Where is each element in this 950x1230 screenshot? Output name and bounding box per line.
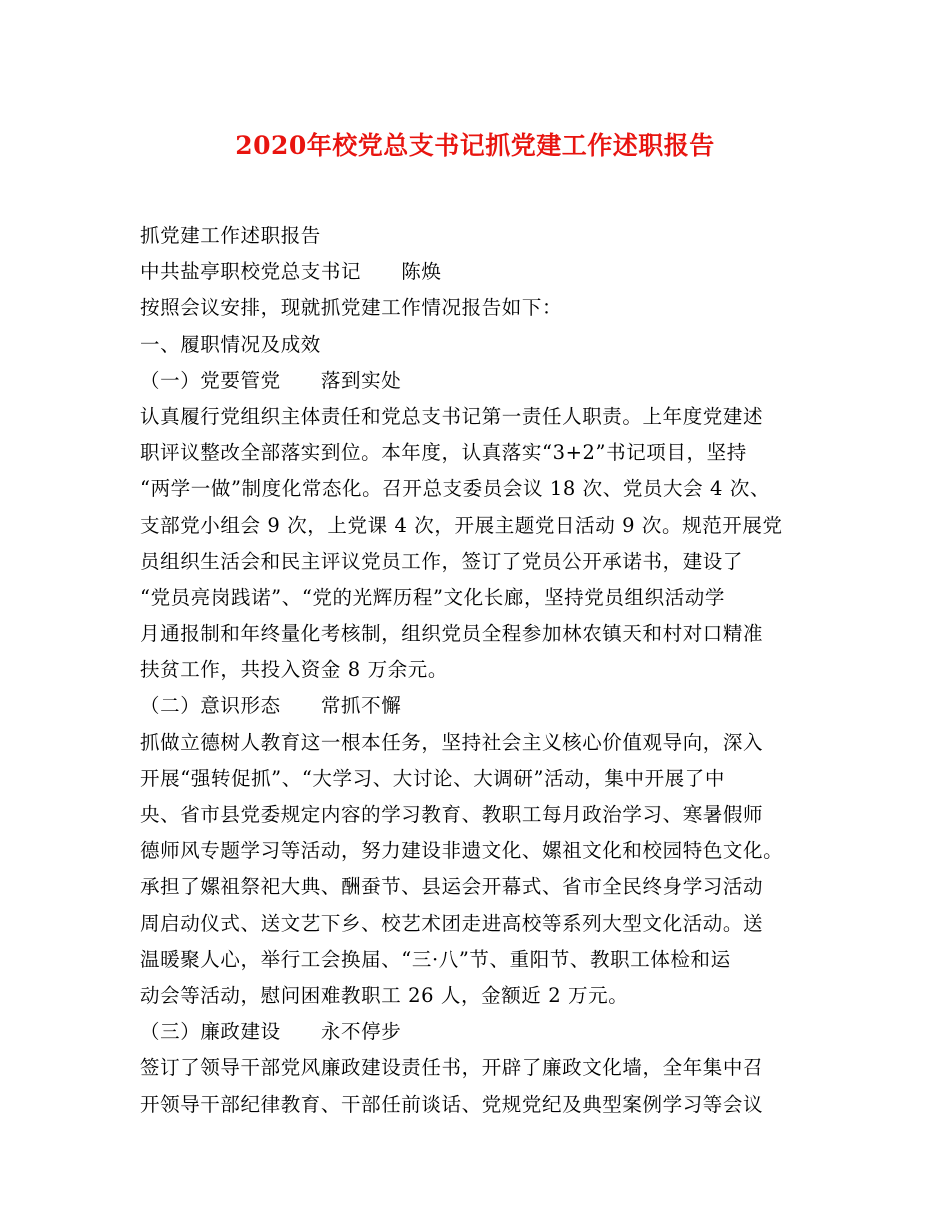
body-line: 周启动仪式、送文艺下乡、校艺术团走进高校等系列大型文化活动。送 — [140, 911, 764, 935]
body-line: 支部党小组会 9 次，上党课 4 次，开展主题党日活动 9 次。规范开展党 — [140, 513, 783, 537]
document-title: 2020年校党总支书记抓党建工作述职报告 — [235, 131, 715, 160]
body-line: （二）意识形态 常抓不懈 — [140, 694, 402, 718]
body-line: “两学一做”制度化常态化。召开总支委员会议 18 次、党员大会 4 次、 — [140, 477, 771, 501]
body-line: 温暖聚人心，举行工会换届、“三·八”节、重阳节、教职工体检和运 — [140, 947, 731, 971]
body-line: （一）党要管党 落到实处 — [140, 368, 402, 392]
body-line: “党员亮岗践诺”、“党的光辉历程”文化长廊，坚持党员组织活动学 — [140, 585, 725, 609]
body-line: 抓党建工作述职报告 — [140, 224, 321, 247]
body-line: 一、履职情况及成效 — [140, 332, 321, 356]
body-line: 动会等活动，慰问困难教职工 26 人，金额近 2 万元。 — [140, 983, 629, 1007]
body-line: 德师风专题学习等活动，努力建设非遗文化、嫘祖文化和校园特色文化。 — [140, 839, 784, 863]
body-line: 签订了领导干部党风廉政建设责任书，开辟了廉政文化墙，全年集中召 — [140, 1056, 764, 1080]
body-line: （三）廉政建设 永不停步 — [140, 1020, 402, 1044]
body-line: 抓做立德树人教育这一根本任务，坚持社会主义核心价值观导向，深入 — [140, 730, 764, 754]
body-line: 央、省市县党委规定内容的学习教育、教职工每月政治学习、寒暑假师 — [140, 803, 764, 826]
body-line: 月通报制和年终量化考核制，组织党员全程参加林农镇天和村对口精准 — [140, 622, 764, 646]
body-line: 扶贫工作，共投入资金 8 万余元。 — [140, 658, 449, 682]
body-line: 承担了嫘祖祭祀大典、酬蚕节、县运会开幕式、省市全民终身学习活动 — [140, 875, 764, 899]
body-line: 认真履行党组织主体责任和党总支书记第一责任人职责。上年度党建述 — [140, 404, 764, 428]
body-line: 职评议整改全部落实到位。本年度，认真落实“3+2”书记项目，坚持 — [140, 441, 747, 465]
body-line: 开领导干部纪律教育、干部任前谈话、党规党纪及典型案例学习等会议 — [140, 1092, 764, 1116]
document-body — [140, 218, 820, 1123]
body-line: 开展“强转促抓”、“大学习、大讨论、大调研”活动，集中开展了中 — [140, 766, 725, 790]
body-line: 员组织生活会和民主评议党员工作，签订了党员公开承诺书，建设了 — [140, 549, 744, 573]
body-line: 按照会议安排，现就抓党建工作情况报告如下： — [140, 296, 563, 320]
body-line: 中共盐亭职校党总支书记 陈焕 — [140, 260, 442, 284]
